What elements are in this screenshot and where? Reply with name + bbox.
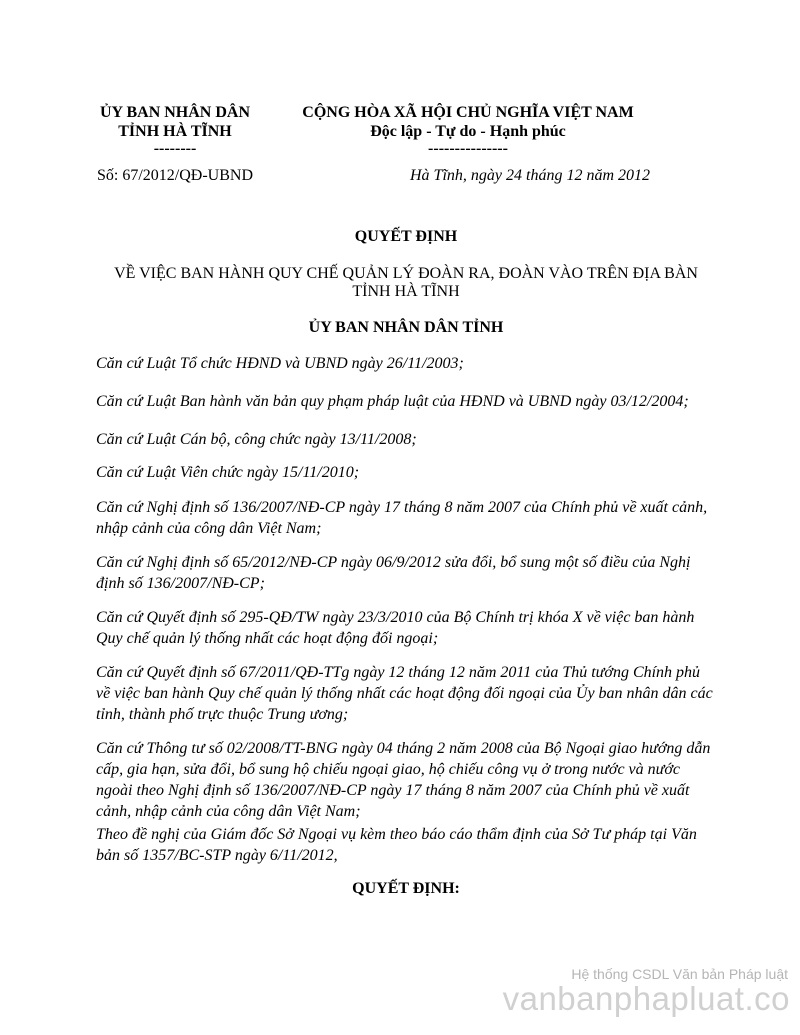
watermark-caption: Hệ thống CSDL Văn bản Pháp luật	[571, 966, 788, 982]
legal-basis-paragraph: Căn cứ Luật Cán bộ, công chức ngày 13/11/2008;	[96, 431, 417, 448]
agency-line1: ỦY BAN NHÂN DÂN	[99, 104, 251, 121]
legal-basis-paragraph: Căn cứ Nghị định số 65/2012/NĐ-CP ngày 06/9/2012 sửa đổi, bổ sung một số điều của Nghị định số 136/2007/NĐ-CP;	[96, 554, 691, 592]
nation-name: CỘNG HÒA XÃ HỘI CHỦ NGHĨA VIỆT NAM	[302, 104, 634, 121]
national-motto: Độc lập - Tự do - Hạnh phúc	[370, 123, 566, 140]
document-subject-line2: TỈNH HÀ TĨNH	[352, 283, 460, 300]
document-type-title: QUYẾT ĐỊNH	[354, 228, 458, 245]
legal-basis-paragraph: Căn cứ Luật Ban hành văn bản quy phạm pháp luật của HĐND và UBND ngày 03/12/2004;	[96, 393, 689, 410]
decision-heading: QUYẾT ĐỊNH:	[352, 880, 460, 897]
agency-line2: TỈNH HÀ TĨNH	[118, 123, 232, 140]
motto-separator: ---------------	[428, 140, 508, 157]
legal-basis-paragraph: Căn cứ Luật Tổ chức HĐND và UBND ngày 26/11/2003;	[96, 355, 464, 372]
document-subject-line1: VỀ VIỆC BAN HÀNH QUY CHẾ QUẢN LÝ ĐOÀN RA, ĐOÀN VÀO TRÊN ĐỊA BÀN	[114, 265, 698, 282]
legal-basis-paragraph: Căn cứ Quyết định số 295-QĐ/TW ngày 23/3/2010 của Bộ Chính trị khóa X về việc ban hành Quy chế quản lý thống nhất các hoạt động đối ngoại;	[96, 609, 695, 647]
legal-basis-paragraph: Theo đề nghị của Giám đốc Sở Ngoại vụ kèm theo báo cáo thẩm định của Sở Tư pháp tại Văn bản số 1357/BC-STP ngày 6/11/2012,	[96, 826, 697, 864]
watermark-site-name: vanbanphapluat.co	[502, 980, 790, 1017]
legal-basis-paragraph: Căn cứ Nghị định số 136/2007/NĐ-CP ngày 17 tháng 8 năm 2007 của Chính phủ về xuất cảnh, nhập cảnh của công dân Việt Nam;	[96, 499, 708, 537]
issuer-heading: ỦY BAN NHÂN DÂN TỈNH	[308, 319, 504, 336]
legal-basis-paragraph: Căn cứ Luật Viên chức ngày 15/11/2010;	[96, 464, 360, 481]
agency-separator: --------	[153, 140, 197, 157]
place-date: Hà Tĩnh, ngày 24 tháng 12 năm 2012	[410, 167, 650, 184]
document-number: Số: 67/2012/QĐ-UBND	[96, 167, 253, 184]
legal-basis-paragraph: Căn cứ Thông tư số 02/2008/TT-BNG ngày 04 tháng 2 năm 2008 của Bộ Ngoại giao hướng dẫn cấp, gia hạn, sửa đổi, bổ sung hộ chiếu ngoại giao, hộ chiếu công vụ ở trong nước và nước ngoài theo Nghị định số 136/2007/NĐ-CP ngày 17 tháng 8 năm 2007 của Chính phủ về xuất cảnh, nhập cảnh của công dân Việt Nam;	[96, 740, 711, 820]
legal-basis-paragraph: Căn cứ Quyết định số 67/2011/QĐ-TTg ngày 12 tháng 12 năm 2011 của Thủ tướng Chính phủ về việc ban hành Quy chế quản lý thống nhất các hoạt động đối ngoại của Ủy ban nhân dân các tỉnh, thành phố trực thuộc Trung ương;	[96, 664, 713, 723]
